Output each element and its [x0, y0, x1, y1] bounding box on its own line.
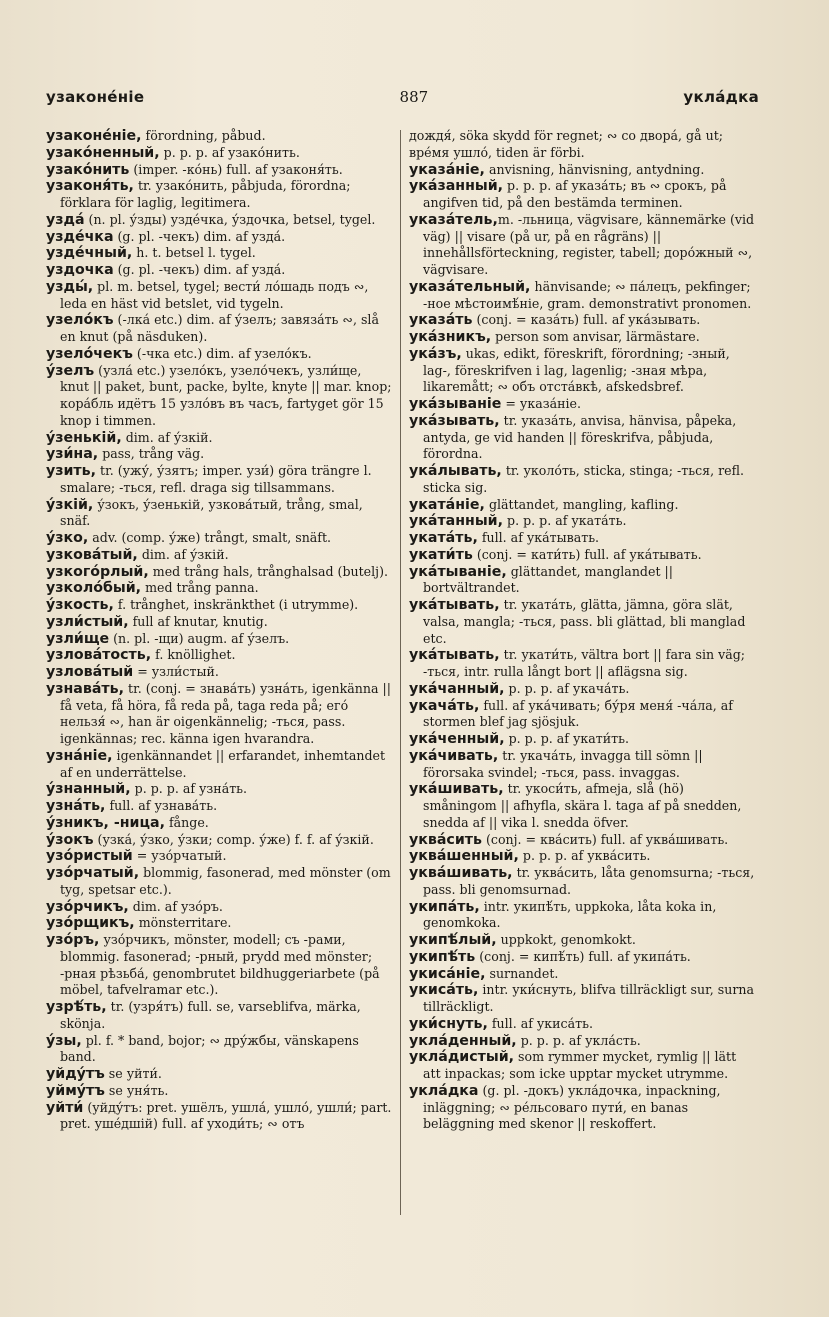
dictionary-entry: [46, 162, 394, 179]
entry-headword: узнава́ть,: [46, 680, 125, 697]
entry-headword: уйму́тъ: [46, 1082, 105, 1099]
dictionary-entry: [409, 597, 756, 647]
dictionary-entry: [409, 899, 756, 933]
entry-headword: указа́ть: [409, 312, 473, 329]
dictionary-entry: [46, 178, 394, 212]
entry-headword: узда́: [46, 211, 85, 228]
entry-headword: узна́ніе,: [46, 747, 113, 764]
dictionary-entry: [409, 413, 756, 463]
dictionary-entry: [409, 513, 756, 530]
entry-headword: укла́дка: [409, 1082, 479, 1099]
entry-definition: glättandet, manglandet || bortvältrandet.: [423, 563, 673, 596]
dictionary-entry: [409, 497, 756, 514]
dictionary-entry: [46, 430, 394, 447]
dictionary-entry: [46, 363, 394, 430]
dictionary-entry: [46, 547, 394, 564]
dictionary-entry: [409, 396, 756, 413]
entry-headword: узаконя́ть,: [46, 178, 134, 195]
entry-definition: full. af ука́тывать.: [477, 530, 600, 545]
dictionary-entry: [46, 832, 394, 849]
entry-headword: узо́рчатый,: [46, 865, 140, 881]
dictionary-entry: [409, 178, 756, 212]
entry-headword: узде́чка: [46, 228, 114, 245]
entry-definition: intr. укипѣ́ть, uppkoka, låta koka in, genomkoka.: [423, 898, 717, 931]
entry-headword: узо́ръ,: [46, 932, 100, 948]
entry-definition: (conj. = кати́ть) full. af ука́тывать.: [472, 546, 702, 562]
dictionary-entry: [46, 262, 394, 279]
entry-definition: tr. узако́нить, påbjuda, förordna; förklara för laglig, legitimera.: [60, 178, 351, 210]
entry-definition: fånge.: [164, 814, 209, 830]
entry-definition: hänvisande; ∾ па́лецъ, pekfinger; -ное мѣстоимѣ́ніе, gram. demonstrativt pronomen.: [423, 278, 752, 311]
entry-headword: узлова́тый: [46, 664, 134, 680]
entry-headword: уйду́тъ: [46, 1066, 105, 1082]
entry-definition: uppkokt, genomkokt.: [496, 932, 636, 947]
entry-definition: tr. (ужу́, у́зятъ; imper. узи́) göra trängre l. smalare; -ться, refl. draga sig tillsammans.: [60, 463, 372, 495]
entry-headword: ука́тывать,: [409, 597, 500, 613]
entry-headword: узако́нить: [46, 161, 130, 178]
entry-definition: dim. af узо́ръ.: [128, 898, 223, 914]
entry-definition: p. p. p. af укати́ть.: [504, 731, 629, 746]
dictionary-entry: [409, 1049, 756, 1083]
dictionary-entry: [46, 798, 394, 815]
dictionary-entry: [46, 1083, 394, 1100]
entry-headword: у́зелъ: [46, 362, 95, 379]
entry-headword: у́зкій,: [46, 496, 94, 513]
entry-headword: узкого́рлый,: [46, 563, 149, 580]
entry-headword: узли́ще: [46, 630, 110, 647]
dictionary-entry: [409, 463, 756, 497]
entry-definition: (n. pl. -щи) augm. af у́зелъ.: [109, 630, 290, 646]
entry-headword: указа́тель,: [409, 211, 498, 228]
dictionary-entry: [409, 212, 756, 279]
entry-definition: dim. af у́зкій.: [137, 546, 229, 562]
entry-definition: (conj. = каза́ть) full. af ука́зывать.: [472, 312, 701, 328]
entry-definition: дождя́, söka skydd för regnet; ∾ со двора́, gå ut; вре́мя ушло́, tiden är förbi.: [409, 128, 724, 160]
dictionary-entry: [409, 865, 756, 899]
dictionary-entry: [409, 312, 756, 329]
entry-definition: adv. (comp. у́же) trångt, smalt, snäft.: [88, 530, 332, 545]
dictionary-entry: [409, 966, 756, 983]
entry-headword: узаконе́ніе,: [46, 128, 142, 144]
entry-definition: tr. уколо́ть, sticka, stinga; -ться, refl. sticka sig.: [423, 463, 744, 495]
entry-definition: (n. pl. у́зды) узде́чка, у́здочка, betsel, tygel.: [84, 211, 376, 227]
entry-headword: указа́ніе,: [409, 161, 485, 178]
entry-headword: узить,: [46, 463, 97, 479]
entry-headword: узело́къ: [46, 312, 114, 329]
entry-definition: tr. уката́ть, glätta, jämna, göra slät, valsa, mangla; -ться, pass. bli glättad, bli manglad etc.: [423, 597, 746, 646]
entry-definition: h. t. betsel l. tygel.: [132, 245, 256, 261]
entry-definition: (g. pl. -докъ) укла́дочка, inpackning, inläggning; ∾ ре́льсоваго пути́, en banas beläggning med skenor || reskoffert.: [423, 1082, 721, 1132]
entry-headword: уква́шенный,: [409, 848, 519, 865]
header-right-word: укла́дка: [683, 88, 759, 106]
dictionary-entry: [46, 346, 394, 363]
dictionary-entry: [46, 530, 394, 547]
entry-headword: уката́ніе,: [409, 496, 485, 513]
entry-definition: f. knöllighet.: [151, 647, 236, 663]
entry-definition: se уня́ть.: [104, 1082, 169, 1098]
dictionary-entry: [409, 329, 756, 346]
entry-headword: узли́стый,: [46, 613, 129, 630]
dictionary-entry: [46, 279, 394, 313]
dictionary-entry: [46, 999, 394, 1033]
page-number: 887: [399, 88, 429, 106]
entry-definition: intr. уки́снуть, blifva tillräckligt sur, surna tillräckligt.: [423, 982, 754, 1014]
entry-definition: ukas, edikt, föreskrift, förordning; -зный, lag-, föreskrifven i lag, lagenlig; -зная мѣра, likaremått; ∾ объ отста́вкѣ, afskedsbref.: [423, 345, 730, 395]
entry-headword: ука́зникъ,: [409, 329, 492, 345]
entry-headword: укипѣ́ть: [409, 948, 476, 965]
entry-headword: у́зы,: [46, 1032, 82, 1049]
entry-definition: (-чка etc.) dim. af узело́къ.: [132, 345, 312, 361]
dictionary-entry: [409, 832, 756, 849]
entry-definition: у́зокъ, у́зенькій, узкова́тый, trång, smal, snäf.: [60, 496, 363, 529]
dictionary-entry: [46, 128, 394, 145]
dictionary-entry: [409, 564, 756, 598]
column-divider: [400, 130, 401, 1215]
dictionary-entry: [46, 865, 394, 899]
entry-definition: p. p. p. af укла́сть.: [516, 1032, 641, 1048]
entry-definition: p. p. p. af уква́сить.: [518, 848, 651, 864]
entry-definition: (узла́ etc.) узело́къ, узело́чекъ, узли́ще, knut || paket, bunt, packe, bylte, knyte || mar. knop; кора́бль идётъ 15 узло́въ въ часъ, fartyget gör 15 knop i timmen.: [60, 362, 392, 428]
dictionary-entry: [409, 1033, 756, 1050]
entry-definition: tr. укача́ть, invagga till sömn || förorsaka svindel; -ться, pass. invaggas.: [423, 747, 703, 780]
entry-headword: узколо́бый,: [46, 580, 142, 597]
entry-headword: укла́дистый,: [409, 1049, 515, 1066]
dictionary-entry: [46, 815, 394, 832]
dictionary-entry: [409, 681, 756, 698]
entry-headword: узако́ненный,: [46, 144, 160, 161]
entry-definition: mönsterritare.: [134, 915, 232, 931]
entry-definition: tr. (conj. = знава́ть) узна́ть, igenkänna || få veta, få höra, få reda på, taga reda på; его́ нельзя́ ∾, han är oigenkännelig; -ться, pass. igenkännas; rec. känna igen hvarandra.: [60, 680, 391, 746]
entry-headword: уздочка: [46, 262, 114, 278]
entry-definition: tr. (узря́тъ) full. se, varseblifva, märka, skönja.: [60, 999, 361, 1031]
entry-headword: у́зникъ, -ница,: [46, 814, 165, 831]
entry-definition: tr. укоси́ть, afmeja, slå (hö) småningom || afhyfla, skära l. taga af på snedden, snedda af || vika l. snedda öfver.: [423, 781, 742, 830]
entry-definition: full af knutar, knutig.: [128, 613, 268, 629]
left-column: [46, 128, 394, 1133]
entry-headword: уки́снуть,: [409, 1015, 488, 1032]
entry-definition: (g. pl. -чекъ) dim. af узда́.: [113, 262, 286, 277]
dictionary-entry: [46, 497, 394, 531]
entry-headword: уката́ть,: [409, 530, 478, 546]
dictionary-entry: [409, 279, 756, 313]
dictionary-entry: [409, 949, 756, 966]
dictionary-entry: [409, 982, 756, 1016]
dictionary-entry: [46, 647, 394, 664]
dictionary-entry: [46, 463, 394, 497]
dictionary-entry: [46, 681, 394, 748]
dictionary-entry: [46, 915, 394, 932]
entry-headword: укати́ть: [409, 546, 473, 563]
entry-headword: у́зкость,: [46, 597, 114, 613]
entry-definition: tr. укати́ть, vältra bort || fara sin väg; -ться, intr. rulla långt bort || aflägsna sig.: [423, 647, 746, 679]
entry-definition: pl. f. * band, bojor; ∾ дру́жбы, vänskapens band.: [60, 1032, 359, 1065]
entry-headword: узело́чекъ: [46, 345, 133, 362]
entry-definition: blommig, fasonerad, med mönster (om tyg, spetsar etc.).: [60, 865, 391, 897]
entry-headword: ука́чивать,: [409, 747, 499, 764]
entry-headword: узды́,: [46, 278, 94, 295]
entry-definition: pl. m. betsel, tygel; вести́ ло́шадь подъ ∾, leda en häst vid betslet, vid tygeln.: [60, 278, 369, 311]
entry-headword: ука́ченный,: [409, 731, 505, 747]
dictionary-entry: [46, 564, 394, 581]
entry-definition: igenkännandet || erfarandet, inhemtandet af en underrättelse.: [60, 747, 386, 780]
entry-headword: узлова́тость,: [46, 647, 152, 664]
dictionary-entry: [409, 1083, 756, 1133]
entry-definition: = узо́рчатый.: [132, 848, 227, 864]
entry-definition: anvisning, hänvisning, antydning.: [484, 161, 705, 177]
dictionary-entry: [46, 229, 394, 246]
dictionary-entry: [409, 162, 756, 179]
entry-headword: ука́зывать,: [409, 412, 500, 429]
dictionary-entry: [46, 1066, 394, 1083]
entry-definition: glättandet, mangling, kafling.: [484, 496, 679, 512]
dictionary-entry: [46, 245, 394, 262]
entry-definition: förordning, påbud.: [141, 128, 266, 143]
entry-definition: (conj. = кипѣ́ть) full. af укипа́ть.: [475, 948, 691, 964]
dictionary-entry: [409, 346, 756, 396]
dictionary-entry: [409, 932, 756, 949]
entry-headword: узкова́тый,: [46, 546, 138, 563]
entry-definition: p. p. p. af указа́ть; въ ∾ срокъ, på angifven tid, på den bestämda terminen.: [423, 178, 727, 210]
dictionary-entry: [409, 698, 756, 732]
entry-headword: узде́чный,: [46, 245, 133, 262]
entry-definition: full. af ука́чивать; бу́ря меня́ -ча́ла, af stormen blef jag sjösjuk.: [423, 697, 733, 730]
entry-definition: (уйду́тъ: pret. ушёлъ, ушла́, ушло́, ушли́; part. pret. уше́дшій) full. af уходи́ть; ∾ отъ: [60, 1099, 392, 1132]
entry-headword: узо́рчикъ,: [46, 898, 129, 915]
dictionary-entry: [46, 664, 394, 681]
dictionary-entry: [409, 1016, 756, 1033]
entry-headword: ука́шивать,: [409, 781, 504, 798]
entry-headword: ука́тываніе,: [409, 563, 507, 580]
entry-headword: ука́тывать,: [409, 647, 500, 664]
entry-definition: p. p. p. af узако́нить.: [159, 144, 300, 160]
entry-definition: f. trånghet, inskränkthet (i utrymme).: [113, 597, 359, 612]
entry-headword: укиса́ть,: [409, 982, 479, 999]
entry-headword: ука́зываніе: [409, 396, 502, 412]
entry-headword: у́зокъ: [46, 831, 94, 848]
dictionary-entry: [46, 1033, 394, 1067]
entry-headword: ука́занный,: [409, 178, 504, 195]
entry-headword: узрѣ́ть,: [46, 999, 107, 1015]
entry-headword: у́зенькій,: [46, 429, 122, 446]
entry-headword: ука́лывать,: [409, 463, 502, 479]
header-left-word: узаконе́ніе: [46, 88, 145, 106]
dictionary-entry: [409, 647, 756, 681]
dictionary-entry: [46, 446, 394, 463]
entry-headword: ука́чанный,: [409, 680, 505, 697]
entry-headword: у́зко,: [46, 530, 89, 546]
entry-definition: (g. pl. -чекъ) dim. af узда́.: [113, 228, 286, 244]
entry-headword: узо́ристый: [46, 848, 133, 865]
entry-definition: p. p. p. af узна́ть.: [130, 781, 248, 797]
entry-headword: уква́сить: [409, 831, 482, 848]
entry-definition: pass, trång väg.: [98, 446, 205, 462]
dictionary-entry: [409, 547, 756, 564]
entry-headword: узна́ть,: [46, 798, 106, 814]
entry-headword: узи́на,: [46, 446, 99, 463]
dictionary-entry: [46, 932, 394, 999]
dictionary-entry: [46, 614, 394, 631]
entry-headword: указа́тельный,: [409, 278, 531, 295]
entry-definition: (imper. -ко́нь) full. af узаконя́ть.: [129, 161, 343, 177]
entry-headword: укипѣ́лый,: [409, 932, 497, 948]
dictionary-entry: [46, 748, 394, 782]
entry-definition: som rymmer mycket, rymlig || lätt att inpackas; som icke upptar mycket utrymme.: [423, 1049, 737, 1081]
entry-definition: tr. указа́ть, anvisa, hänvisa, påpeka, antyda, ge vid handen || föreskrifva, påbjuda, förordna.: [423, 412, 737, 462]
entry-definition: surnandet.: [485, 965, 559, 981]
dictionary-entry: [409, 748, 756, 782]
entry-headword: ука́танный,: [409, 513, 504, 530]
page-header: [46, 88, 759, 116]
right-column: [409, 128, 756, 1133]
dictionary-entry: [46, 597, 394, 614]
entry-definition: (-лка́ etc.) dim. af у́зелъ; завяза́ть ∾, slå en knut (på näsduken).: [60, 312, 379, 344]
entry-definition: person som anvisar, lärmästare.: [491, 329, 700, 344]
dictionary-entry: [46, 848, 394, 865]
entry-definition: p. p. p. af укача́ть.: [504, 680, 630, 696]
entry-definition: full. af укиса́ть.: [487, 1015, 593, 1031]
entry-definition: med trång panna.: [141, 580, 259, 596]
entry-headword: узо́рщикъ,: [46, 915, 135, 932]
dictionary-entry: [46, 212, 394, 229]
dictionary-entry: [409, 731, 756, 748]
entry-definition: p. p. p. af уката́ть.: [503, 513, 627, 529]
entry-definition: узо́рчикъ, mönster, modell; съ -рами, blommig. fasonerad; -рный, prydd med mönster; -рная рѣзьба́, genombrutet bildhuggeriarbete (på möbel, tafvelramar etc.).: [60, 932, 380, 998]
entry-headword: уква́шивать,: [409, 865, 513, 881]
entry-headword: укла́денный,: [409, 1032, 517, 1049]
entry-headword: уйти́: [46, 1099, 84, 1116]
entry-definition: = указа́ніе.: [501, 396, 581, 411]
dictionary-entry: [46, 580, 394, 597]
entry-headword: укипа́ть,: [409, 898, 480, 915]
entry-definition: (conj. = ква́сить) full. af уква́шивать.: [481, 831, 729, 847]
entry-headword: у́знанный,: [46, 781, 131, 798]
dictionary-entry: [46, 899, 394, 916]
dictionary-entry: [46, 1100, 394, 1134]
entry-definition: m. -льница, vägvisare, kännemärke (vid väg) || visare (på ur, på en rågräns) || innehållsförteckning, register, tabell; доро́жный ∾, vägvisare.: [423, 211, 755, 277]
dictionary-entry: [46, 312, 394, 346]
entry-headword: ука́зъ,: [409, 345, 462, 362]
dictionary-entry: [46, 631, 394, 648]
entry-definition: (узка́, у́зко, у́зки; comp. у́же) f. f. af у́зкій.: [93, 831, 374, 847]
entry-definition: full. af узнава́ть.: [105, 798, 218, 813]
entry-headword: укача́ть,: [409, 697, 480, 714]
entry-headword: укиса́ніе,: [409, 965, 486, 982]
entry-definition: = узли́стый.: [133, 664, 219, 679]
entry-definition: med trång hals, trånghalsad (butelj).: [148, 563, 388, 579]
dictionary-entry: [46, 145, 394, 162]
dictionary-entry: [409, 128, 756, 162]
dictionary-entry: [409, 781, 756, 831]
entry-definition: tr. уква́сить, låta genomsurna; -ться, pass. bli genomsurnad.: [423, 865, 755, 897]
entry-definition: se уйти́.: [104, 1066, 162, 1081]
dictionary-entry: [409, 530, 756, 547]
dictionary-entry: [46, 781, 394, 798]
entry-definition: dim. af у́зкій.: [121, 429, 213, 445]
dictionary-entry: [409, 848, 756, 865]
